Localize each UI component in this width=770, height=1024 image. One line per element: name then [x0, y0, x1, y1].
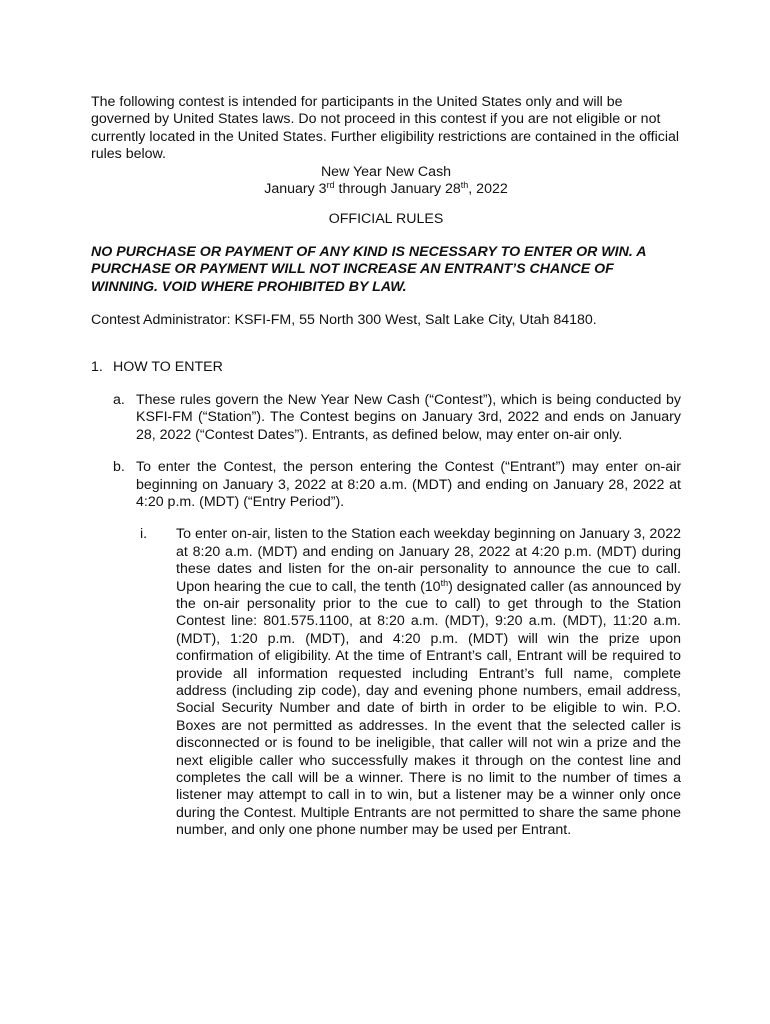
official-rules-heading: OFFICIAL RULES — [328, 211, 444, 228]
rule-item-i — [140, 526, 681, 839]
rule-item-b — [113, 459, 681, 511]
item-label: i. — [140, 526, 148, 543]
disclaimer: NO PURCHASE OR PAYMENT OF ANY KIND IS NECESSARY TO ENTER OR WIN. A PURCHASE OR PAYMENT WILL NOT INCREASE AN ENTRANT’S CHANCE OF WINNING. VOID WHERE PROHIBITED BY LAW. — [91, 243, 646, 295]
intro-paragraph: The following contest is intended for participants in the United States only and will be governed by United States laws. Do not proceed in this contest if you are not eligible or not currently located in the United States. Further eligibility restrictions are contained in the official rules below. — [91, 94, 680, 163]
item-text: To enter the Contest, the person entering the Contest (“Entrant”) may enter on-air beginning on January 3, 2022 at 8:20 a.m. (MDT) and ending on January 28, 2022 at 4:20 p.m. (MDT) (“Entry Period”). — [136, 459, 681, 510]
item-text: These rules govern the New Year New Cash (“Contest”), which is being conducted by KSFI-FM (“Station”). The Contest begins on January 3rd, 2022 and ends on January 28, 2022 (“Contest Dates”). Entrants, as defined below, may enter on-air only. — [136, 391, 681, 443]
contest-name: New Year New Cash — [320, 163, 452, 180]
section-title: HOW TO ENTER — [113, 359, 223, 376]
item-label: a. — [113, 391, 125, 408]
rule-item-a — [113, 392, 681, 444]
section-number: 1. — [91, 359, 103, 376]
contest-administrator: Contest Administrator: KSFI-FM, 55 North 300 West, Salt Lake City, Utah 84180. — [91, 312, 597, 329]
item-text: To enter on-air, listen to the Station each weekday beginning on January 3, 2022 at 8:20 a.m. (MDT) and ending on January 28, 2022 at 4:20 p.m. (MDT) during these dates and listen for the on-air personality to announce the cue to call. Upon hearing the cue to call, the tenth (10th) designated caller (as announced by the on-air personality prior to the cue to call) to get through to the Station Contest line: 801.575.1100, at 8:20 a.m. (MDT), 9:20 a.m. (MDT), 11:20 a.m. (MDT), 1:20 p.m. (MDT), and 4:20 p.m. (MDT) will win the prize upon confirmation of eligibility. At the time of Entrant’s call, Entrant will be required to provide all information requested including Entrant’s full name, complete address (including zip code), day and evening phone numbers, email address, Social Security Number and date of birth in order to be eligible to win. P.O. Boxes are not permitted as addresses. In the event that the selected caller is disconnected or is found to be ineligible, that caller will not win a prize and the next eligible caller who successfully makes it through on the contest line and completes the call will be a winner. There is no limit to the number of times a listener may attempt to call in to win, but a listener may be a winner only once during the Contest. Multiple Entrants are not permitted to share the same phone number, and only one phone number may be used per Entrant. — [176, 526, 681, 839]
section-1-heading — [91, 359, 681, 376]
document-page — [91, 94, 681, 840]
item-label: b. — [113, 459, 125, 476]
contest-dates: January 3rd through January 28th, 2022 — [264, 180, 508, 198]
